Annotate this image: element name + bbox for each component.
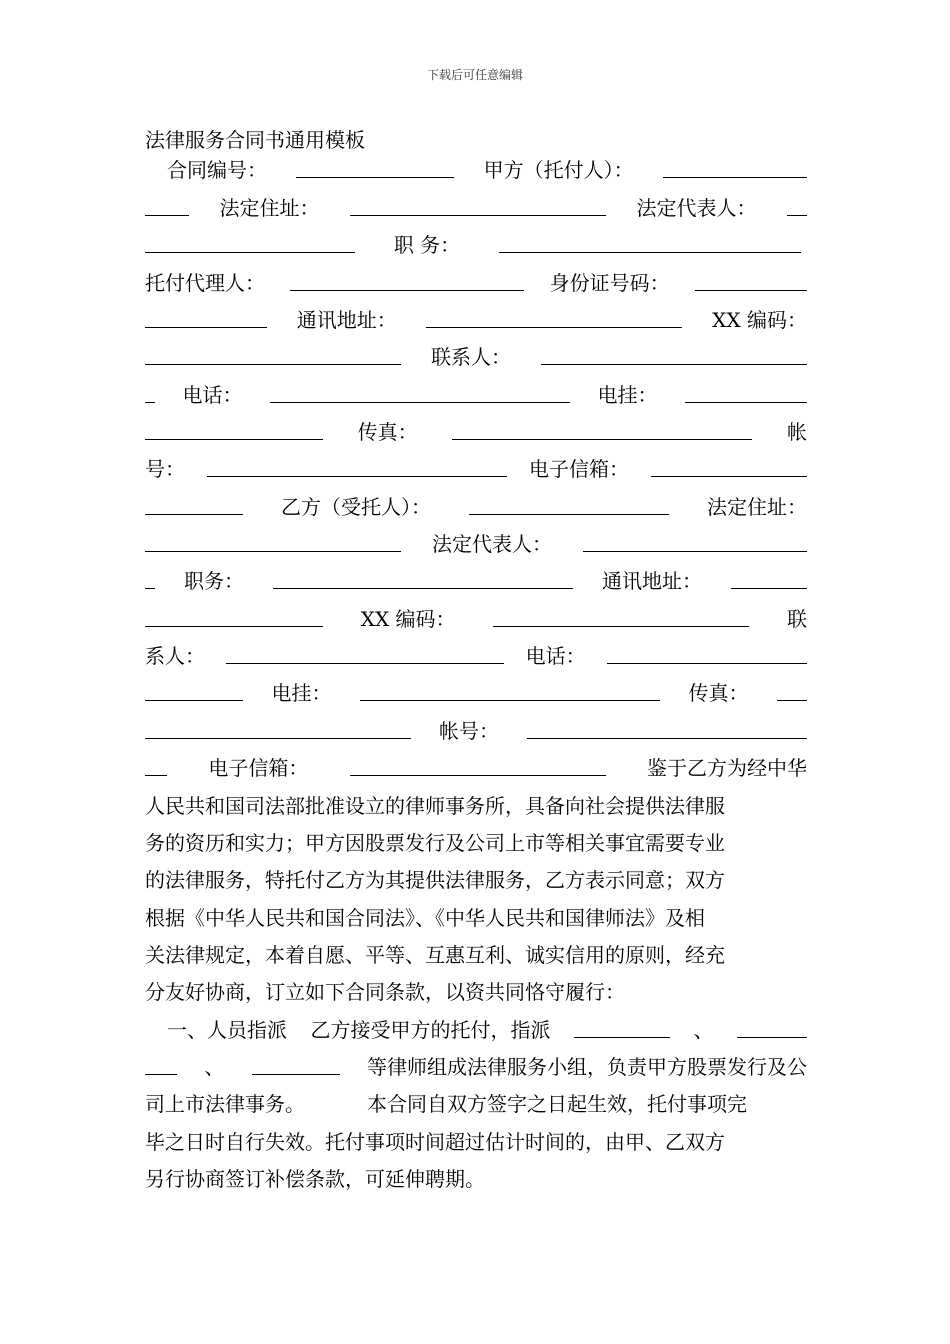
- b-position-label: 职务：: [184, 569, 244, 593]
- b-position-blank[interactable]: [273, 587, 573, 589]
- b-account-blank-cont[interactable]: [145, 774, 167, 776]
- postcode-blank[interactable]: [145, 363, 401, 365]
- section-1-line-4: 毕之日时自行失效。托付事项时间超过估计时间的，由甲、乙双方: [145, 1130, 725, 1154]
- form-line-1: [145, 153, 807, 183]
- phone-label: 电话：: [182, 383, 243, 407]
- form-line-2: [145, 191, 807, 221]
- b-mail-address-label: 通讯地址：: [602, 569, 702, 593]
- fax-blank[interactable]: [452, 438, 752, 440]
- b-mail-address-blank-cont[interactable]: [145, 625, 323, 627]
- contact-blank-cont[interactable]: [145, 401, 155, 403]
- party-a-blank[interactable]: [663, 176, 807, 178]
- b-fax-blank-cont[interactable]: [145, 737, 411, 739]
- section-1-line-5: 另行协商签订补偿条款，可延伸聘期。: [145, 1167, 485, 1191]
- contact-label: 联系人：: [431, 345, 511, 369]
- mobile-label: 电挂：: [597, 383, 658, 407]
- mail-address-blank[interactable]: [426, 326, 682, 328]
- email-blank[interactable]: [651, 475, 807, 477]
- phone-blank[interactable]: [270, 401, 570, 403]
- b-postcode-blank[interactable]: [493, 625, 749, 627]
- b-phone-label: 电话：: [525, 644, 586, 668]
- b-legal-rep-blank[interactable]: [583, 550, 807, 552]
- b-fax-blank[interactable]: [777, 699, 807, 701]
- b-legal-address-label: 法定住址：: [707, 495, 807, 519]
- separator-2: 、: [204, 1055, 225, 1079]
- b-email-label: 电子信箱：: [208, 756, 309, 780]
- section-1-text-c: 司上市法律事务。: [145, 1092, 305, 1116]
- b-account-label: 帐号：: [439, 719, 499, 743]
- section-1-text-b: 等律师组成法律服务小组，负责甲方股票发行及公: [366, 1055, 807, 1079]
- b-phone-blank-cont[interactable]: [145, 699, 243, 701]
- form-line-12: [145, 564, 807, 594]
- form-line-6: [145, 340, 807, 370]
- b-mobile-label: 电挂：: [271, 681, 332, 705]
- b-phone-blank[interactable]: [607, 662, 807, 664]
- party-b-blank[interactable]: [469, 513, 669, 515]
- form-line-16: [145, 714, 807, 744]
- agent-label: 托付代理人：: [145, 271, 265, 295]
- recital-line-6: 关法律规定，本着自愿、平等、互惠互利、诚实信用的原则，经充: [145, 943, 725, 967]
- b-contact-label-end: 系人：: [145, 644, 205, 668]
- b-legal-rep-blank-cont[interactable]: [145, 587, 155, 589]
- recital-line-7: 分友好协商，订立如下合同条款，以资共同恪守履行：: [145, 980, 625, 1004]
- postcode-label: XX 编码：: [712, 308, 807, 332]
- lawyer-2-blank[interactable]: [737, 1036, 807, 1038]
- section-1-text-d: 本合同自双方签字之日起生效，托付事项完: [367, 1092, 747, 1116]
- form-line-7: [145, 378, 807, 408]
- recital-line-5: 根据《中华人民共和国合同法》、《中华人民共和国律师法》及相: [145, 906, 705, 930]
- legal-rep-label: 法定代表人：: [636, 196, 757, 220]
- header-note: 下载后可任意编辑: [426, 68, 523, 82]
- b-fax-label: 传真：: [688, 681, 749, 705]
- section-1-text-a: 乙方接受甲方的托付，指派: [310, 1018, 551, 1042]
- recital-line-4: 的法律服务，特托付乙方为其提供法律服务，乙方表示同意；双方: [145, 868, 725, 892]
- separator-1: 、: [693, 1018, 714, 1042]
- account-label-start: 帐: [786, 420, 807, 444]
- mail-address-label: 通讯地址：: [296, 308, 397, 332]
- recital-line-3: 务的资历和实力；甲方因股票发行及公司上市等相关事宜需要专业: [145, 831, 725, 855]
- lawyer-1-blank[interactable]: [574, 1036, 670, 1038]
- section-1-line-2: [145, 1050, 807, 1080]
- form-line-9: [145, 452, 807, 482]
- form-line-5: [145, 303, 807, 333]
- legal-rep-blank-cont[interactable]: [145, 251, 355, 253]
- contract-no-blank[interactable]: [296, 176, 454, 178]
- id-no-label: 身份证号码：: [549, 271, 670, 295]
- id-no-blank-cont[interactable]: [145, 326, 267, 328]
- form-line-11: [145, 527, 807, 557]
- agent-blank[interactable]: [290, 289, 524, 291]
- section-1-line-1: [145, 1013, 807, 1043]
- form-line-15: [145, 676, 807, 706]
- position-blank[interactable]: [499, 251, 801, 253]
- b-mail-address-blank[interactable]: [731, 587, 807, 589]
- fax-label: 传真：: [357, 420, 418, 444]
- document-title: 法律服务合同书通用模板: [145, 128, 365, 152]
- form-line-3: [145, 228, 807, 258]
- b-postcode-label: XX 编码：: [360, 607, 456, 631]
- lawyer-2-blank-cont[interactable]: [145, 1073, 177, 1075]
- section-1-line-3: [145, 1087, 807, 1117]
- position-label: 职 务：: [393, 233, 461, 257]
- b-legal-rep-label: 法定代表人：: [432, 532, 552, 556]
- recital-start: 鉴于乙方为经中华: [646, 756, 807, 780]
- account-label-end: 号：: [145, 457, 185, 481]
- form-line-8: [145, 415, 807, 445]
- b-mobile-blank[interactable]: [360, 699, 660, 701]
- legal-rep-blank[interactable]: [787, 214, 807, 216]
- form-line-4: [145, 266, 807, 296]
- email-blank-cont[interactable]: [145, 513, 243, 515]
- mobile-blank[interactable]: [685, 401, 807, 403]
- b-email-blank[interactable]: [350, 774, 606, 776]
- legal-address-blank[interactable]: [350, 214, 606, 216]
- form-line-14: [145, 639, 807, 669]
- contract-no-label: 合同编号：: [167, 158, 267, 182]
- party-a-label: 甲方（托付人）：: [483, 158, 634, 182]
- legal-address-label: 法定住址：: [219, 196, 320, 220]
- b-contact-blank[interactable]: [226, 662, 504, 664]
- contact-blank[interactable]: [541, 363, 807, 365]
- form-line-17: [145, 751, 807, 781]
- b-account-blank[interactable]: [527, 737, 807, 739]
- email-label: 电子信箱：: [529, 457, 629, 481]
- form-line-10: [145, 490, 807, 520]
- b-legal-address-blank[interactable]: [145, 550, 401, 552]
- form-line-13: [145, 602, 807, 632]
- b-contact-label-start: 联: [787, 607, 807, 631]
- lawyer-3-blank[interactable]: [252, 1073, 340, 1075]
- party-a-blank-cont[interactable]: [145, 214, 189, 216]
- id-no-blank[interactable]: [695, 289, 807, 291]
- recital-line-2: 人民共和国司法部批准设立的律师事务所，具备向社会提供法律服: [145, 794, 725, 818]
- section-1-heading: 一、人员指派: [167, 1018, 287, 1042]
- account-blank[interactable]: [207, 475, 507, 477]
- party-b-label: 乙方（受托人）：: [281, 495, 431, 519]
- mobile-blank-cont[interactable]: [145, 438, 323, 440]
